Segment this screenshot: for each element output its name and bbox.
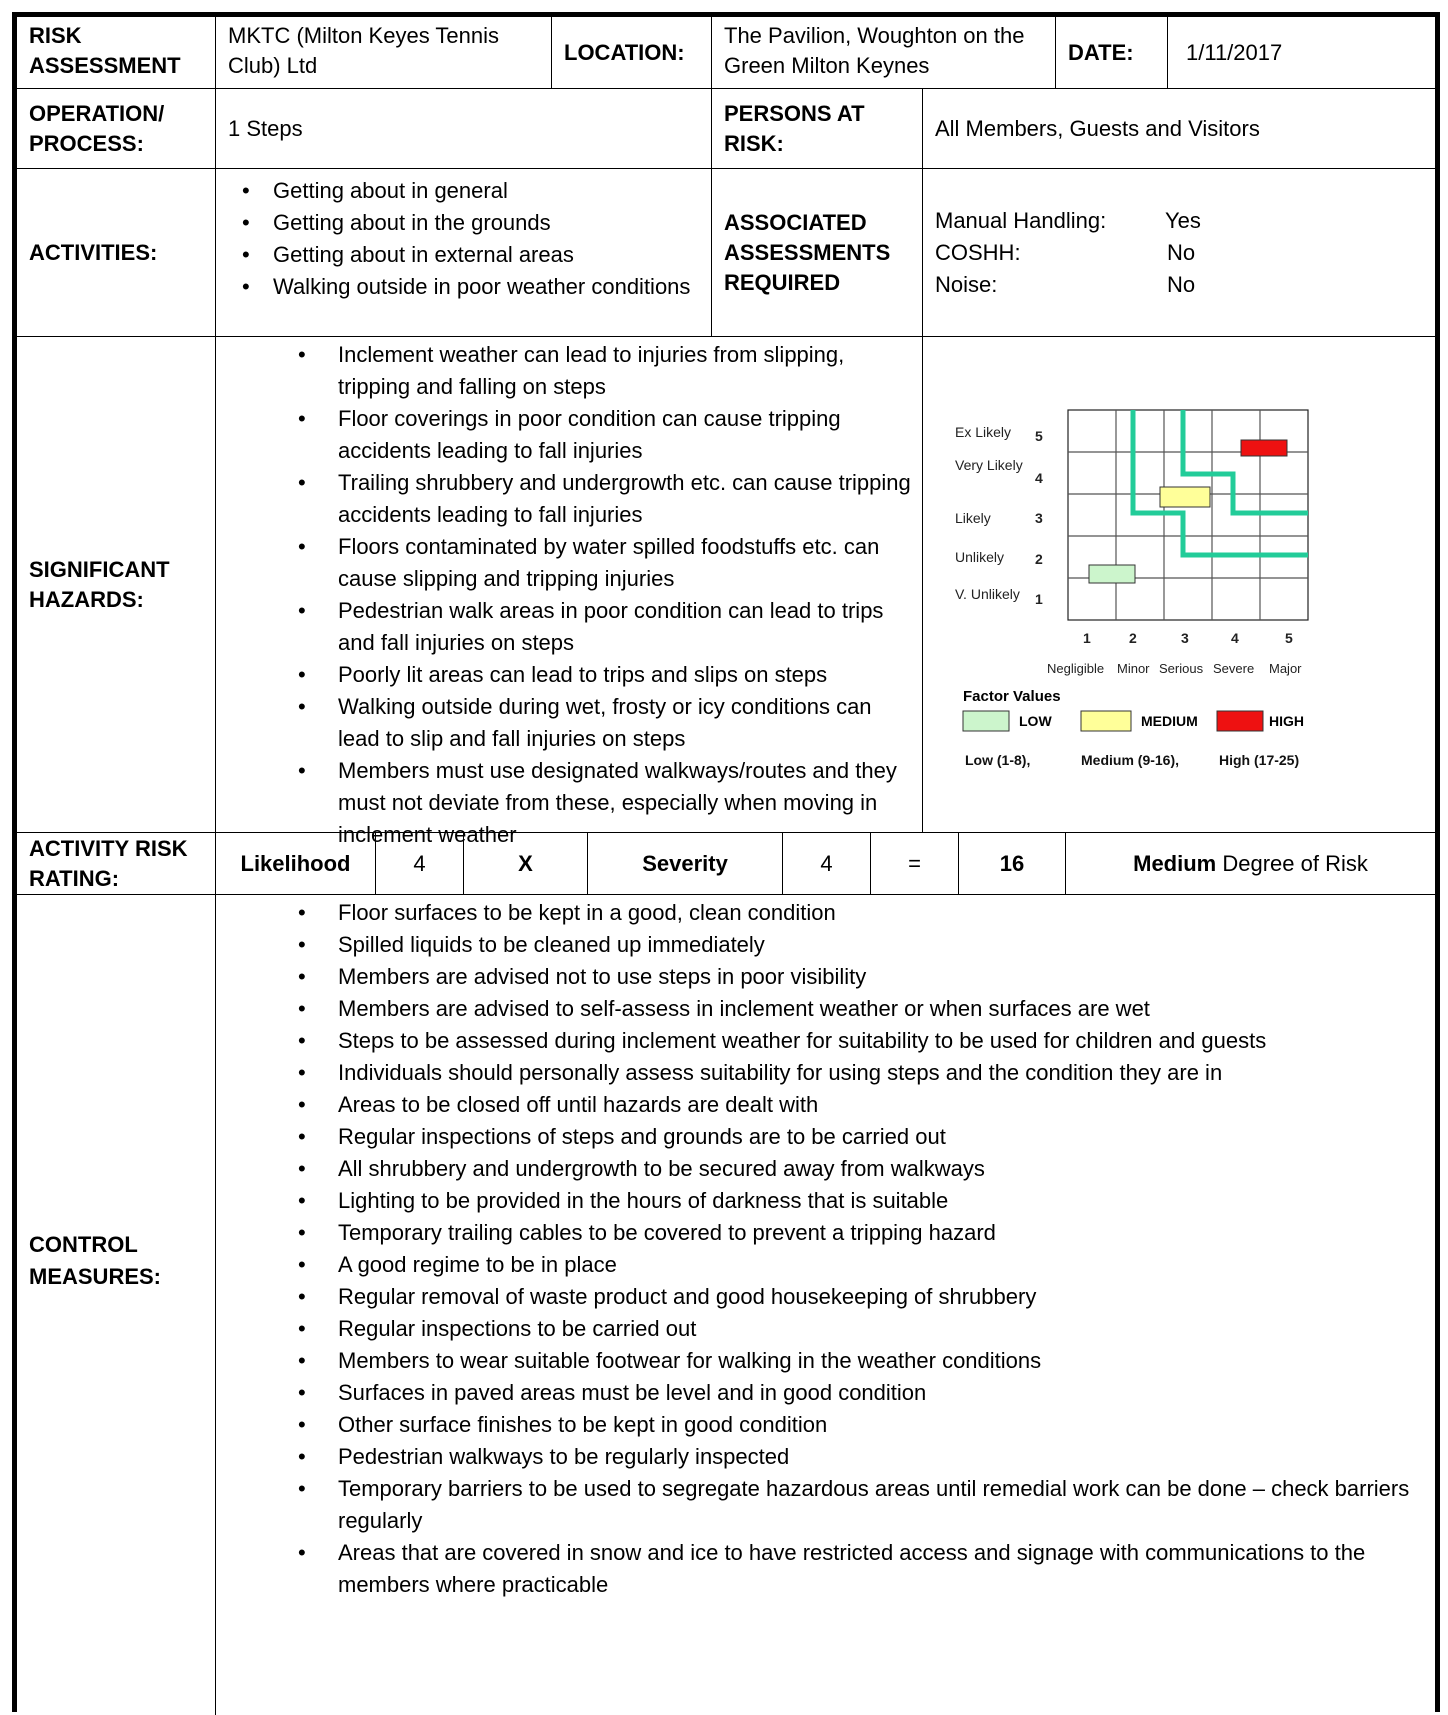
hazards-label: SIGNIFICANT HAZARDS:	[17, 337, 216, 832]
severity-label: Major	[1269, 661, 1302, 676]
likelihood-value: 4	[376, 833, 464, 894]
likelihood-label: Likely	[955, 510, 991, 526]
range-low: Low (1-8),	[965, 752, 1031, 768]
list-item: • All shrubbery and undergrowth to be secured away from walkways	[228, 1153, 1427, 1185]
severity-label: Serious	[1159, 661, 1204, 676]
list-item: • Regular inspections to be carried out	[228, 1313, 1427, 1345]
legend-high-swatch	[1217, 711, 1263, 731]
activities-list	[228, 175, 699, 303]
severity-label: Negligible	[1047, 661, 1105, 676]
likelihood-label: Likelihood	[216, 833, 376, 894]
factor-ranges	[965, 752, 1299, 768]
hazards-list-cell	[216, 337, 923, 847]
matrix-low-box	[1089, 565, 1135, 583]
severity-number: 4	[1231, 630, 1239, 646]
assessment-value: No	[1167, 271, 1196, 297]
severity-label: Severe	[1213, 661, 1255, 676]
zone-lines	[1133, 410, 1308, 555]
degree-level: Medium	[1133, 850, 1217, 876]
header-row	[17, 17, 1435, 89]
legend-low-swatch	[963, 711, 1009, 731]
assessment-name: COSHH:	[935, 239, 1021, 265]
likelihood-number: 1	[1035, 591, 1043, 607]
list-item: • Walking outside in poor weather conditions	[228, 271, 699, 303]
persons-at-risk-value: All Members, Guests and Visitors	[935, 115, 1260, 141]
control-measures-list	[228, 897, 1427, 1601]
severity-label: Minor	[1117, 661, 1150, 676]
list-item: • Pedestrian walk areas in poor condition can lead to trips and fall injuries on steps	[228, 595, 916, 659]
list-item: • Getting about in general	[228, 175, 699, 207]
likelihood-label: Ex Likely	[955, 424, 1012, 440]
list-item: • Areas that are covered in snow and ice to have restricted access and signage with communications to the members where practicable	[228, 1537, 1427, 1601]
multiply-sign: X	[464, 833, 588, 894]
likelihood-number: 5	[1035, 428, 1043, 444]
legend-high-label: HIGH	[1269, 713, 1304, 729]
legend-medium-label: MEDIUM	[1141, 713, 1198, 729]
list-item: • Members are advised not to use steps in poor visibility	[228, 961, 1427, 993]
likelihood-number: 4	[1035, 470, 1043, 486]
severity-number: 3	[1181, 630, 1189, 646]
assessment-name: Noise:	[935, 271, 998, 297]
degree-suffix: Degree of Risk	[1216, 850, 1368, 876]
list-item: • Getting about in external areas	[228, 239, 699, 271]
list-item: • Getting about in the grounds	[228, 207, 699, 239]
factor-legend	[963, 711, 1304, 731]
list-item: • Members to wear suitable footwear for walking in the weather conditions	[228, 1345, 1427, 1377]
list-item: • Floor coverings in poor condition can cause tripping accidents leading to fall injuries	[228, 403, 916, 467]
severity-number: 2	[1129, 630, 1137, 646]
control-measures-row	[17, 895, 1435, 1715]
company-name: MKTC (Milton Keyes Tennis Club) Ltd	[216, 17, 552, 88]
likelihood-label: Unlikely	[955, 549, 1005, 565]
operation-value: 1 Steps	[216, 89, 712, 168]
risk-matrix-cell	[923, 337, 1435, 832]
risk-score: 16	[959, 833, 1066, 894]
operation-label: OPERATION/ PROCESS:	[17, 89, 216, 168]
associated-assessments-cell	[923, 169, 1435, 336]
likelihood-axis	[955, 424, 1043, 607]
risk-matrix	[923, 337, 1435, 831]
likelihood-label: Very Likely	[955, 457, 1023, 473]
associated-assessments-label: ASSOCIATED ASSESSMENTS REQUIRED	[712, 169, 923, 336]
control-measures-label: CONTROL MEASURES:	[17, 895, 216, 1715]
severity-number: 5	[1285, 630, 1293, 646]
matrix-medium-box	[1160, 487, 1210, 507]
likelihood-number: 2	[1035, 551, 1043, 567]
list-item: • Regular removal of waste product and good housekeeping of shrubbery	[228, 1281, 1427, 1313]
hazards-row	[17, 337, 1435, 847]
risk-assessment-label: RISK ASSESSMENT	[17, 17, 216, 88]
list-item: • Areas to be closed off until hazards are dealt with	[228, 1089, 1427, 1121]
severity-value: 4	[783, 833, 871, 894]
likelihood-number: 3	[1035, 510, 1043, 526]
list-item: • Steps to be assessed during inclement weather for suitability to be used for children and guests	[228, 1025, 1427, 1057]
assessment-value: Yes	[1165, 207, 1201, 233]
list-item: • Trailing shrubbery and undergrowth etc. can cause tripping accidents leading to fall injuries	[228, 467, 916, 531]
likelihood-label: V. Unlikely	[955, 586, 1020, 602]
list-item: • Floors contaminated by water spilled foodstuffs etc. can cause slipping and tripping injuries	[228, 531, 916, 595]
list-item: • Temporary trailing cables to be covered to prevent a tripping hazard	[228, 1217, 1427, 1249]
severity-axis	[1047, 630, 1302, 676]
activities-label: ACTIVITIES:	[17, 169, 216, 336]
list-item: • Lighting to be provided in the hours of darkness that is suitable	[228, 1185, 1427, 1217]
list-item: • Inclement weather can lead to injuries from slipping, tripping and falling on steps	[228, 339, 916, 403]
operation-row	[17, 89, 1435, 169]
activities-list-cell	[216, 169, 712, 336]
list-item: • Poorly lit areas can lead to trips and slips on steps	[228, 659, 916, 691]
control-measures-list-cell	[216, 895, 1435, 1715]
list-item: • Other surface finishes to be kept in good condition	[228, 1409, 1427, 1441]
rating-row	[17, 833, 1435, 895]
location-label: LOCATION:	[552, 17, 712, 88]
list-item: • Floor surfaces to be kept in a good, clean condition	[228, 897, 1427, 929]
list-item: • Walking outside during wet, frosty or icy conditions can lead to slip and fall injuries on steps	[228, 691, 916, 755]
location-value: The Pavilion, Woughton on the Green Milton Keynes	[712, 17, 1056, 88]
date-label: DATE:	[1056, 17, 1168, 88]
factor-values-title: Factor Values	[963, 688, 1061, 705]
associated-assessments-list	[935, 205, 1235, 301]
list-item: • A good regime to be in place	[228, 1249, 1427, 1281]
hazards-list	[228, 339, 916, 851]
legend-medium-swatch	[1081, 711, 1131, 731]
degree-of-risk	[1066, 833, 1435, 894]
date-value: 1/11/2017	[1186, 39, 1283, 65]
matrix-high-box	[1241, 440, 1287, 456]
range-medium: Medium (9-16),	[1081, 752, 1180, 768]
assessment-name: Manual Handling:	[935, 207, 1107, 233]
list-item: • Regular inspections of steps and grounds are to be carried out	[228, 1121, 1427, 1153]
list-item: • Members must use designated walkways/routes and they must not deviate from these, especially when moving in inclement weather	[228, 755, 916, 851]
assessment-value: No	[1167, 239, 1196, 265]
equals-sign: =	[871, 833, 959, 894]
severity-label: Severity	[588, 833, 783, 894]
list-item: • Individuals should personally assess suitability for using steps and the condition they are in	[228, 1057, 1427, 1089]
range-high: High (17-25)	[1219, 752, 1300, 768]
legend-low-label: LOW	[1019, 713, 1052, 729]
zone-line-low-medium	[1133, 410, 1308, 555]
list-item: • Pedestrian walkways to be regularly inspected	[228, 1441, 1427, 1473]
risk-assessment-form	[12, 12, 1440, 1712]
list-item: • Temporary barriers to be used to segregate hazardous areas until remedial work can be done – check barriers regularly	[228, 1473, 1427, 1537]
severity-number: 1	[1083, 630, 1091, 646]
list-item: • Spilled liquids to be cleaned up immediately	[228, 929, 1427, 961]
rating-label: ACTIVITY RISK RATING:	[17, 833, 216, 894]
persons-at-risk-label: PERSONS AT RISK:	[712, 89, 923, 168]
activities-row	[17, 169, 1435, 337]
list-item: • Members are advised to self-assess in inclement weather or when surfaces are wet	[228, 993, 1427, 1025]
list-item: • Surfaces in paved areas must be level and in good condition	[228, 1377, 1427, 1409]
